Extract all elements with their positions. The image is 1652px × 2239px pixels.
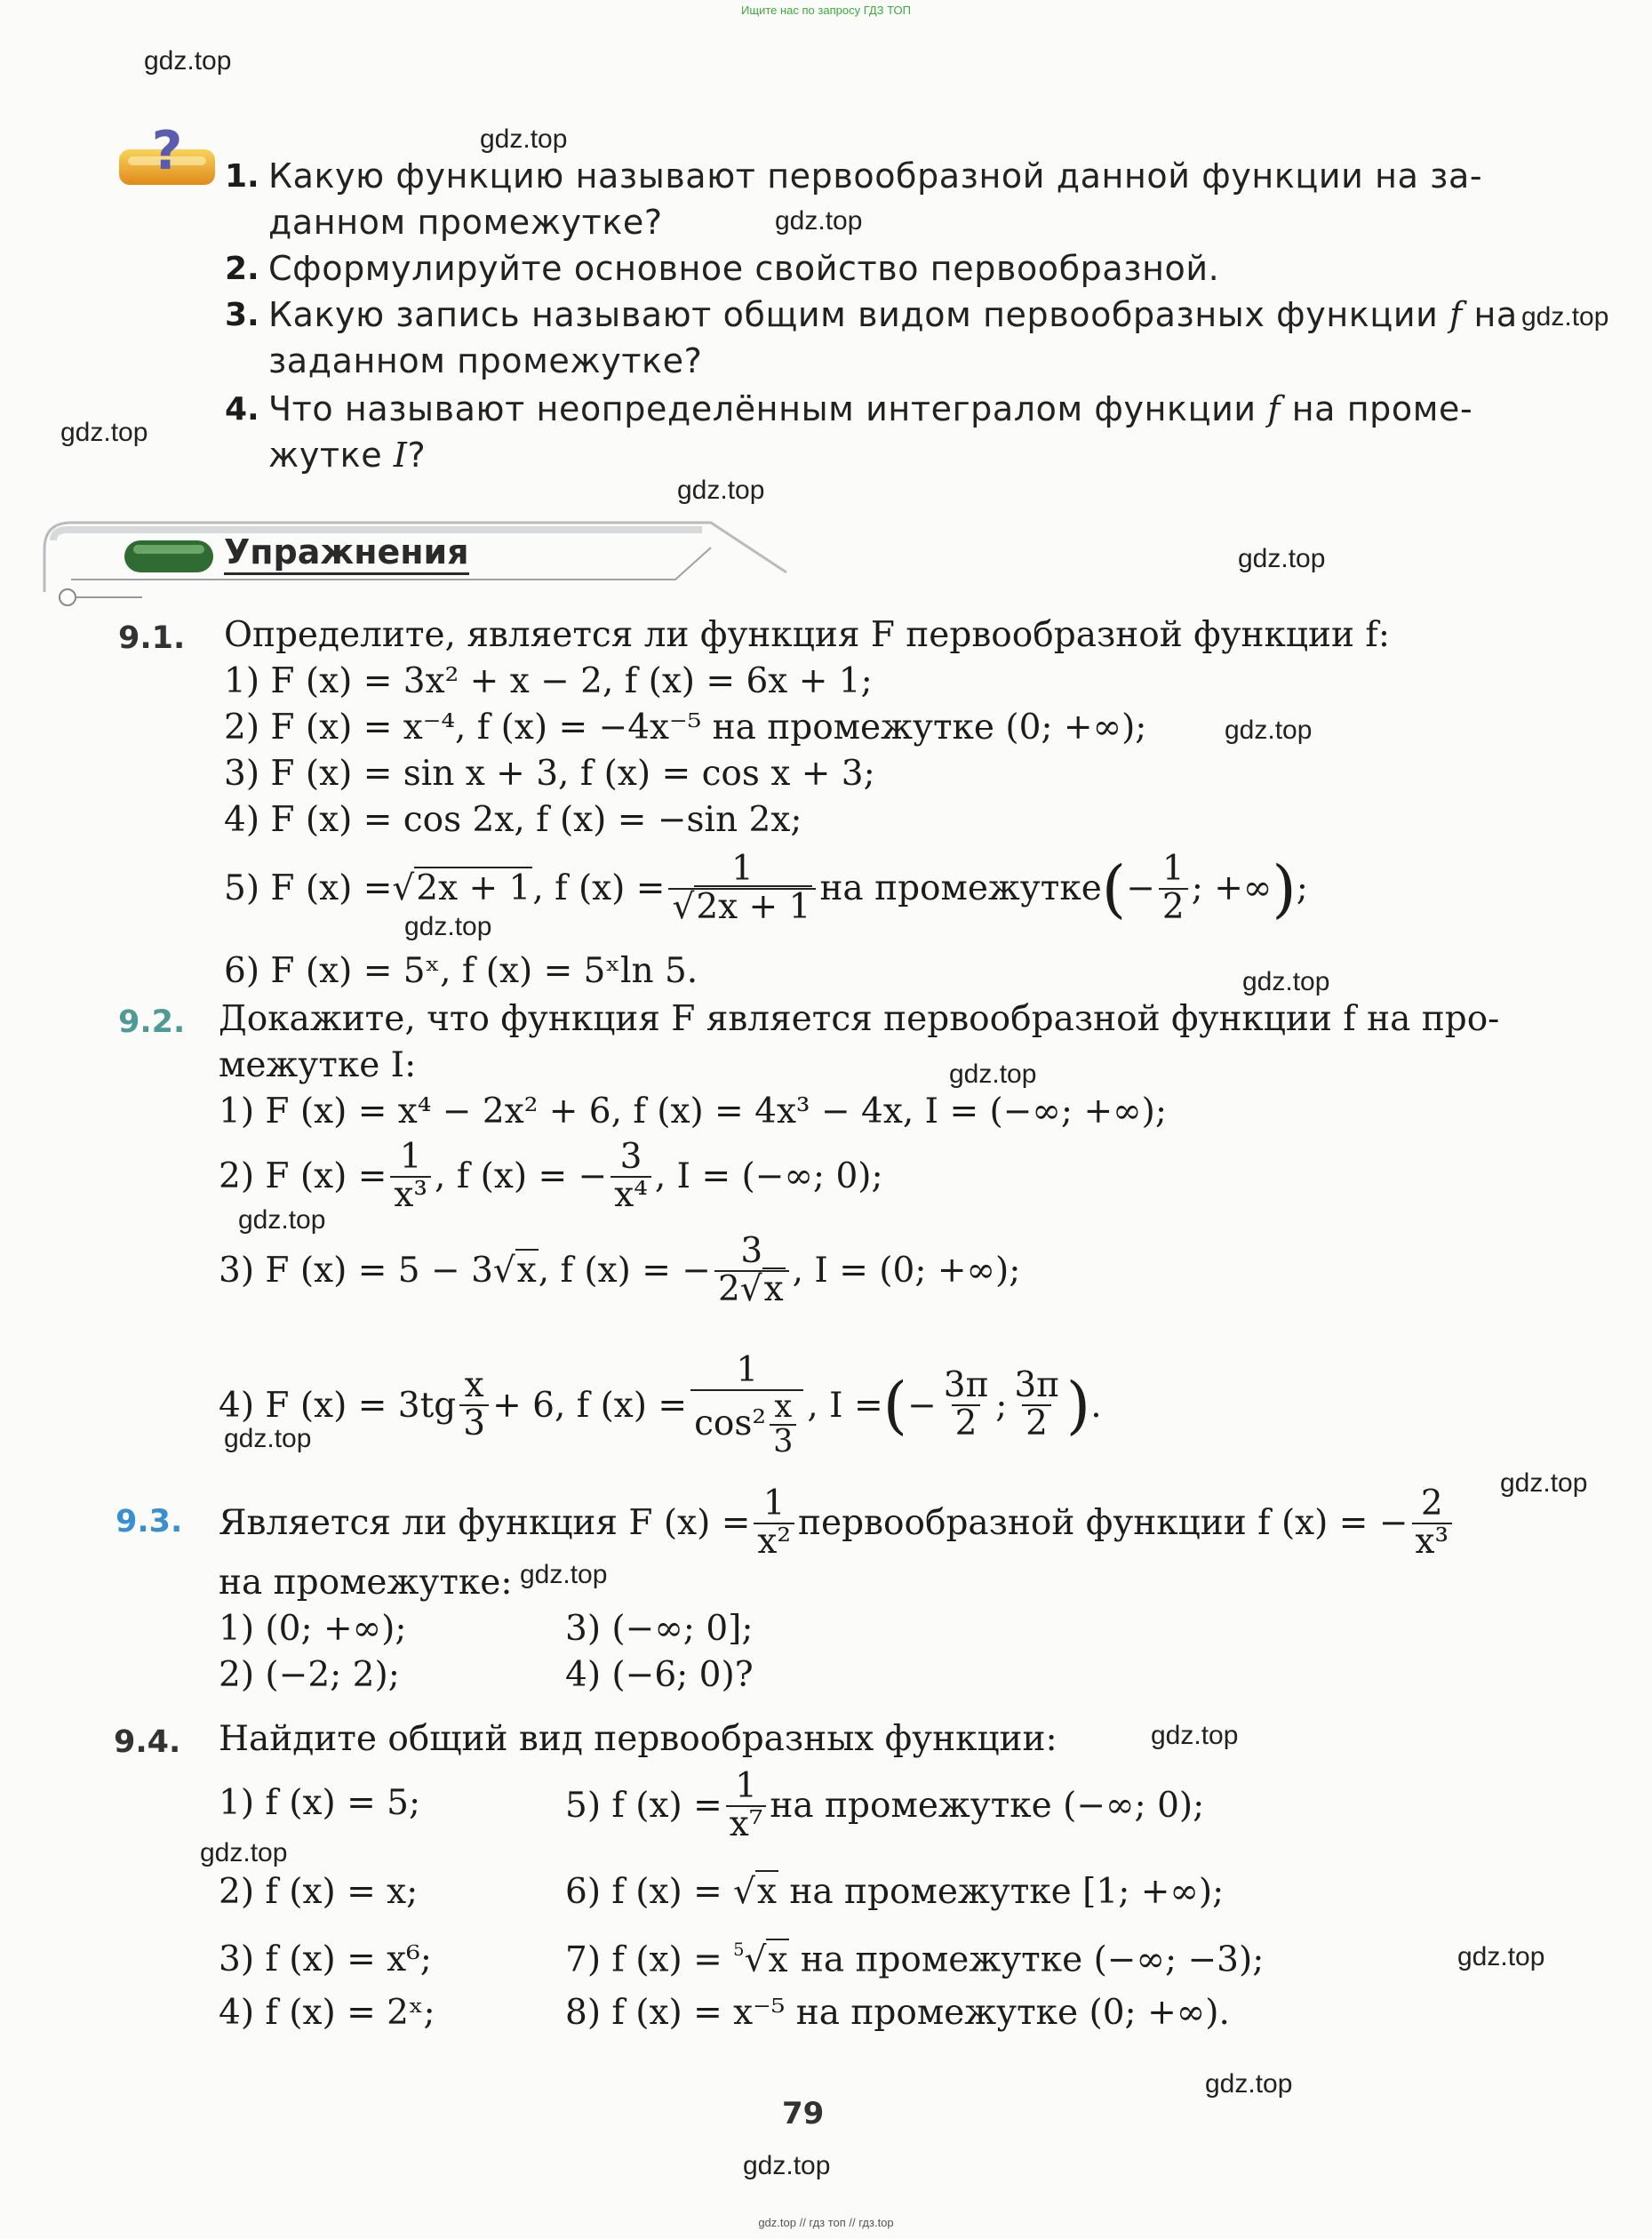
question-text: данном промежутке? — [268, 203, 663, 242]
watermark: gdz.top — [1500, 1468, 1588, 1498]
watermark: gdz.top — [1242, 967, 1330, 996]
exercise-item: 6) f (x) = √x на промежутке [1; +∞); — [565, 1872, 1225, 1912]
watermark: gdz.top — [60, 418, 148, 447]
question-number: 4. — [225, 391, 259, 428]
exercise-item: 1) F (x) = x⁴ − 2x² + 6, f (x) = 4x³ − 4x, I = (−∞; +∞); — [219, 1092, 1167, 1131]
exercise-item: 4) f (x) = 2ˣ; — [219, 1993, 435, 2033]
question-text: жутке I? — [268, 436, 427, 475]
watermark: gdz.top — [775, 206, 863, 236]
watermark: gdz.top — [1151, 1721, 1239, 1750]
answer-option: 2) (−2; 2); — [219, 1655, 400, 1695]
watermark: gdz.top — [224, 1424, 312, 1453]
watermark: gdz.top — [520, 1560, 608, 1589]
watermark: gdz.top — [949, 1060, 1037, 1089]
exercise-item: 2) F (x) = x⁻⁴, f (x) = −4x⁻⁵ на промежутке (0; +∞); — [224, 708, 1147, 748]
exercise-number: 9.4. — [114, 1724, 181, 1760]
exercise-text: Докажите, что функция F является первообразной функции f на про- — [219, 999, 1500, 1039]
exercise-item: 2) f (x) = x; — [219, 1872, 419, 1912]
watermark: gdz.top — [200, 1838, 288, 1867]
exercise-item: 3) f (x) = x⁶; — [219, 1939, 432, 1979]
question-number: 2. — [225, 251, 259, 287]
svg-text:?: ? — [151, 124, 183, 182]
exercise-item: 5) f (x) = $\frac{1}{\text{x⁷}}$ на промежутке (−∞; 0); — [565, 1766, 1205, 1844]
footer-note: gdz.top // гдз топ // гдз.top — [758, 2216, 894, 2229]
exercise-item: 8) f (x) = x⁻⁵ на промежутке (0; +∞). — [565, 1993, 1230, 2033]
watermark: gdz.top — [1457, 1942, 1545, 1971]
question-text: Что называют неопределённым интегралом функции f на проме- — [268, 389, 1473, 428]
exercise-item: 7) f (x) = $^5$√x на промежутке (−∞; −3); — [565, 1939, 1265, 1980]
question-mark-icon — [116, 124, 220, 192]
exercise-item: 5) F (x) = √2x + 1 , f (x) = $\frac{1}{√2x + 1}$ на промежутке ( − $\frac{1}{2}$ ; +∞ ) ; — [224, 849, 1308, 927]
answer-option: 1) (0; +∞); — [219, 1609, 407, 1649]
exercise-item: 4) F (x) = cos 2x, f (x) = −sin 2x; — [224, 800, 802, 840]
exercise-item: 3) F (x) = sin x + 3, f (x) = cos x + 3; — [224, 754, 875, 794]
watermark: gdz.top — [743, 2151, 831, 2180]
watermark: gdz.top — [1225, 716, 1313, 745]
question-text: Какую функцию называют первообразной данной функции на за- — [268, 156, 1483, 196]
answer-option: 4) (−6; 0)? — [565, 1655, 754, 1695]
exercise-pill-icon — [123, 537, 215, 576]
watermark: gdz.top — [404, 912, 492, 941]
question-text: Какую запись называют общим видом первообразных функции f на — [268, 295, 1518, 334]
answer-option: 3) (−∞; 0]; — [565, 1609, 754, 1649]
watermark: gdz.top — [1238, 544, 1326, 573]
exercise-number: 9.1. — [118, 620, 186, 656]
page-number: 79 — [782, 2096, 825, 2131]
question-text: Сформулируйте основное свойство первообразной. — [268, 249, 1220, 288]
question-number: 3. — [225, 297, 259, 333]
watermark: gdz.top — [1205, 2069, 1293, 2099]
question-number: 1. — [225, 158, 259, 195]
exercise-number: 9.3. — [116, 1504, 183, 1539]
exercise-text: Является ли функция F (x) = $\frac{1}{\text{x²}}$ первообразной функции f (x) = − $\frac{2}{\text{x³}}$ — [219, 1486, 1456, 1561]
watermark: gdz.top — [144, 46, 232, 76]
header-note: Ищите нас по запросу ГДЗ ТОП — [741, 4, 911, 17]
watermark: gdz.top — [238, 1205, 326, 1235]
exercise-text: Определите, является ли функция F первообразной функции f: — [224, 615, 1390, 655]
exercise-item: 4) F (x) = 3tg $\frac{x}{3}$ + 6, f (x) = 1 cos² $\frac{x}{3}$ , I = ( − $\frac{3\pi}{2}$ ; $\frac{3\pi}{2}$ ) . — [219, 1350, 1102, 1459]
exercise-text: Найдите общий вид первообразных функции: — [219, 1719, 1057, 1759]
watermark: gdz.top — [480, 124, 568, 154]
section-title: Упражнения — [224, 533, 469, 575]
watermark: gdz.top — [677, 476, 765, 505]
watermark: gdz.top — [1521, 302, 1609, 332]
exercise-number: 9.2. — [118, 1004, 186, 1040]
question-text: заданном промежутке? — [268, 341, 703, 380]
exercise-item: 1) f (x) = 5; — [219, 1783, 421, 1823]
exercise-item: 2) F (x) = $\frac{1}{\text{x³}}$ , f (x) = − $\frac{3}{\text{x⁴}}$ , I = (−∞; 0); — [219, 1137, 883, 1215]
exercise-text: межутке I: — [219, 1045, 417, 1085]
exercise-item: 3) F (x) = 5 − 3 √x , f (x) = − $\frac{3}{2√x}$ , I = (0; +∞); — [219, 1231, 1021, 1309]
exercise-text: на промежутке: — [219, 1563, 513, 1603]
exercise-item: 1) F (x) = 3x² + x − 2, f (x) = 6x + 1; — [224, 661, 873, 701]
exercise-item: 6) F (x) = 5ˣ, f (x) = 5ˣln 5. — [224, 951, 698, 991]
